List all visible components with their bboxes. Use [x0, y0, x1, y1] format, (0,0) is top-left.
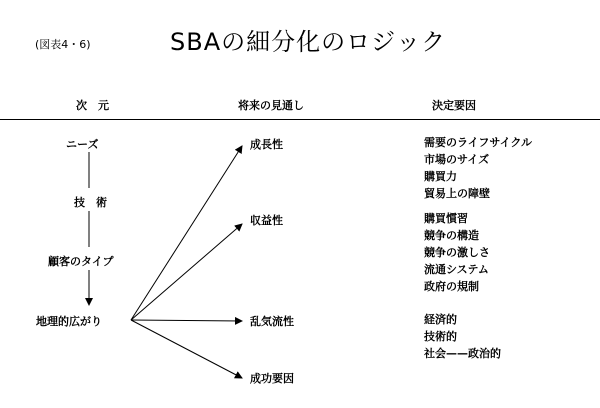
dimension-technology: 技 術: [74, 196, 107, 209]
column-header-outlook: 将来の見通し: [238, 99, 304, 112]
arrow-to-success-factors: [131, 320, 242, 378]
determinant-item: 購買慣習: [424, 212, 468, 225]
outlook-growth: 成長性: [250, 138, 283, 151]
determinant-item: 政府の規制: [424, 280, 479, 293]
determinant-item: 貿易上の障壁: [424, 187, 490, 200]
dimension-geographic-scope: 地理的広がり: [36, 315, 102, 328]
dimension-customer-type: 顧客のタイプ: [48, 255, 114, 268]
determinant-item: 購買力: [424, 170, 457, 183]
arrow-to-growth: [131, 146, 242, 320]
column-header-determinants: 決定要因: [432, 99, 476, 112]
arrow-to-turbulence: [131, 320, 242, 321]
outlook-profitability: 収益性: [250, 214, 283, 227]
page-title: SBAの細分化のロジック: [170, 28, 447, 56]
determinant-item: 流通システム: [424, 263, 489, 276]
column-header-dimension: 次 元: [76, 99, 109, 112]
outlook-turbulence: 乱気流性: [250, 315, 294, 328]
determinant-item: 社会——政治的: [424, 347, 501, 360]
outlook-success-factors: 成功要因: [250, 372, 294, 385]
determinant-item: 技術的: [424, 330, 457, 343]
determinant-item: 競争の構造: [424, 229, 479, 242]
arrow-to-profitability: [131, 224, 242, 320]
determinant-item: 経済的: [424, 313, 457, 326]
figure-label: (図表4・6): [35, 38, 91, 51]
determinant-item: 市場のサイズ: [424, 153, 490, 166]
dimension-needs: ニーズ: [66, 138, 99, 151]
determinant-item: 需要のライフサイクル: [424, 136, 533, 149]
determinant-item: 競争の激しさ: [424, 246, 490, 259]
